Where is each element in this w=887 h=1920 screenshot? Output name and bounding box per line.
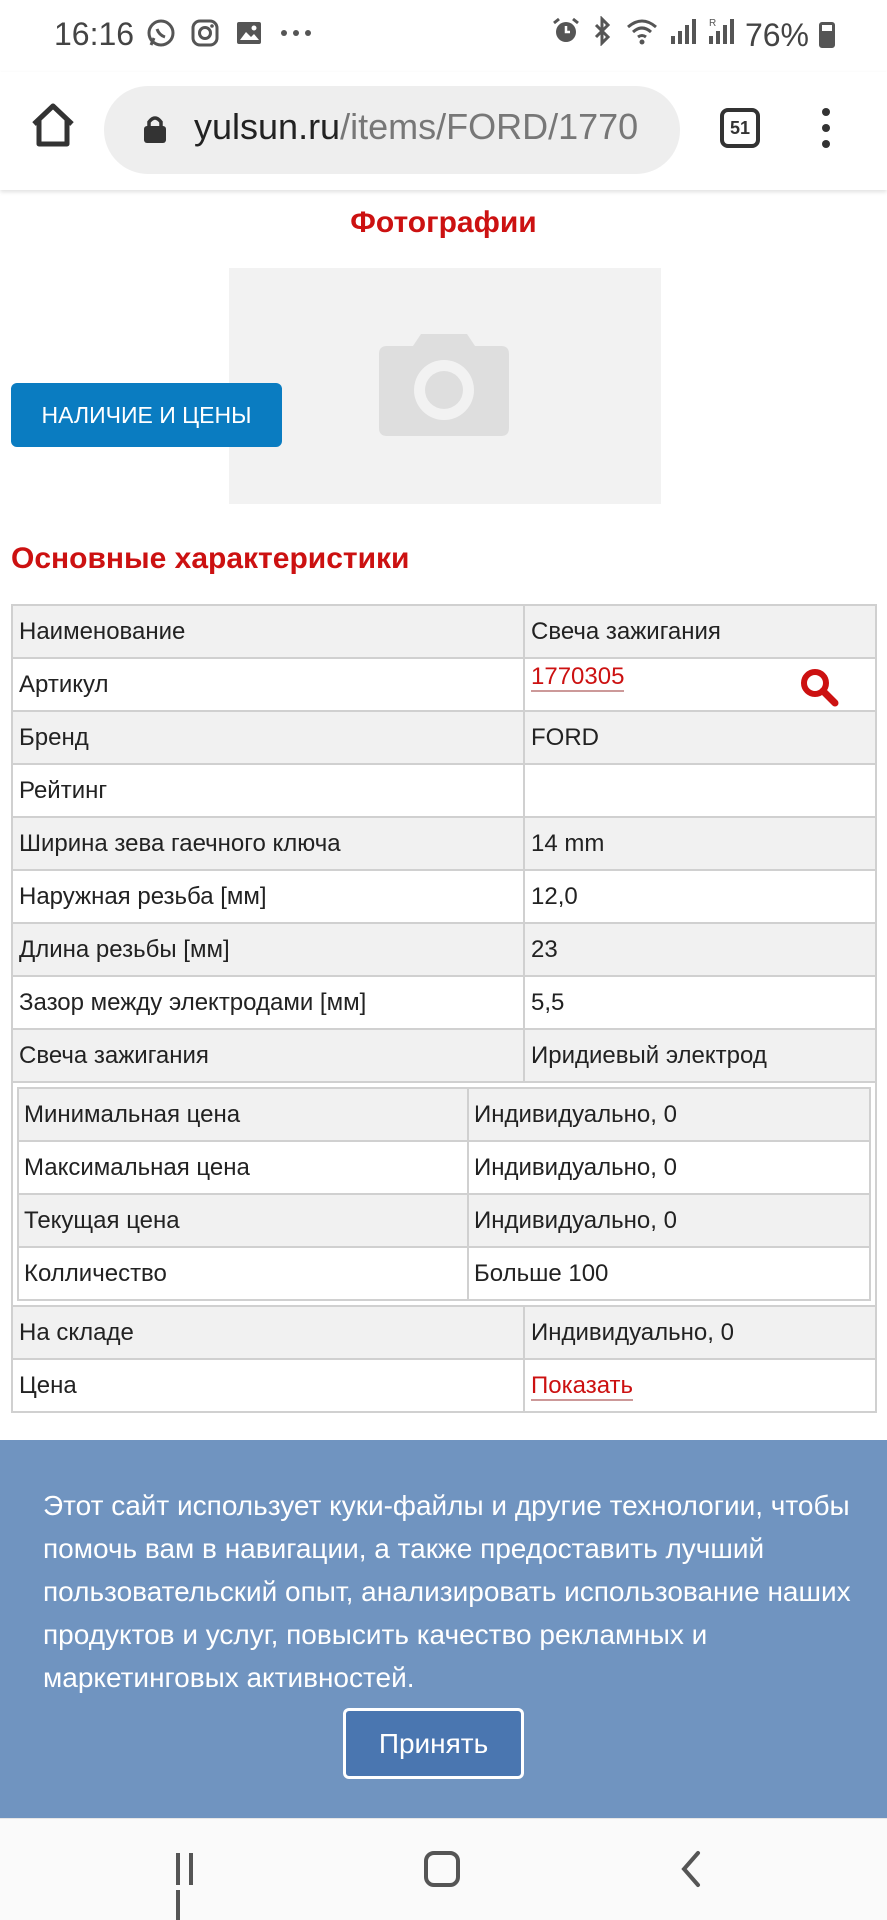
row-label: На складе (12, 1306, 524, 1359)
price-cell (524, 1359, 876, 1412)
row-value: 12,0 (524, 870, 876, 923)
row-label: Колличество (18, 1247, 468, 1300)
row-value: 14 mm (524, 817, 876, 870)
row-label: Зазор между электродами [мм] (12, 976, 524, 1029)
status-right-group (551, 16, 835, 54)
url-text (194, 106, 638, 148)
row-value: FORD (524, 711, 876, 764)
bluetooth-icon (591, 16, 615, 54)
row-label: Артикул (12, 658, 524, 711)
row-label: Максимальная цена (18, 1141, 468, 1194)
row-label: Свеча зажигания (12, 1029, 524, 1082)
row-label: Рейтинг (12, 764, 524, 817)
svg-text:R: R (708, 18, 717, 29)
address-bar[interactable] (104, 86, 680, 174)
back-icon (676, 1849, 706, 1889)
row-value: Индивидуально, 0 (468, 1088, 870, 1141)
row-label: Бренд (12, 711, 524, 764)
table-row (12, 817, 876, 870)
article-link[interactable]: 1770305 (531, 662, 625, 690)
row-label: Цена (12, 1359, 524, 1412)
battery-percent: 76% (744, 16, 809, 53)
accept-cookies-button[interactable]: Принять (343, 1708, 524, 1779)
table-row (18, 1194, 870, 1247)
browser-toolbar (0, 72, 887, 190)
tabs-button[interactable]: 51 (720, 108, 760, 148)
lock-icon (142, 114, 168, 144)
row-value: Индивидуально, 0 (468, 1141, 870, 1194)
photo-placeholder[interactable] (229, 268, 661, 504)
row-label: Длина резьбы [мм] (12, 923, 524, 976)
table-row (12, 870, 876, 923)
price-table-cell (12, 1082, 876, 1306)
gallery-icon (234, 18, 264, 53)
show-price-link[interactable]: Показать (531, 1371, 634, 1399)
article-cell (524, 658, 876, 711)
table-row (12, 658, 876, 711)
whatsapp-icon (146, 18, 176, 53)
table-row (12, 764, 876, 817)
notification-icons (146, 18, 314, 53)
row-value: 5,5 (524, 976, 876, 1029)
cookie-text: Этот сайт использует куки-файлы и другие технологии, чтобы помочь вам в навигации, а также предоставить лучший пользовательский опыт, анализировать использование наших продуктов и услуг, повысить качество рекламных и маркетинговых активностей. (43, 1490, 851, 1693)
row-value: Свеча зажигания (524, 605, 876, 658)
table-row (18, 1247, 870, 1300)
table-row (12, 1029, 876, 1082)
browser-menu-button[interactable] (818, 108, 834, 152)
row-value: Индивидуально, 0 (468, 1194, 870, 1247)
price-table (17, 1087, 871, 1301)
table-row (18, 1141, 870, 1194)
home-button[interactable] (26, 98, 80, 152)
table-row (12, 711, 876, 764)
table-row (12, 923, 876, 976)
table-row (18, 1088, 870, 1141)
table-row (12, 1359, 876, 1412)
signal-r-icon (707, 16, 735, 54)
status-time: 16:16 (54, 16, 135, 52)
back-button[interactable] (676, 1849, 706, 1889)
row-label: Ширина зева гаечного ключа (12, 817, 524, 870)
status-bar (0, 0, 887, 72)
system-nav-bar (0, 1818, 887, 1920)
row-value: Иридиевый электрод (524, 1029, 876, 1082)
recent-apps-button[interactable] (176, 1853, 210, 1885)
instagram-icon (190, 18, 220, 53)
row-label: Текущая цена (18, 1194, 468, 1247)
url-host: yulsun.ru (194, 106, 341, 147)
camera-icon (377, 328, 511, 438)
more-dots-icon (278, 18, 314, 53)
cookie-banner (0, 1440, 887, 1818)
row-label: Наружная резьба [мм] (12, 870, 524, 923)
signal-icon (669, 16, 697, 54)
search-icon[interactable] (799, 667, 839, 707)
table-row (12, 976, 876, 1029)
battery-icon (819, 22, 835, 48)
wifi-icon (625, 16, 659, 54)
home-icon (26, 98, 80, 152)
row-label: Минимальная цена (18, 1088, 468, 1141)
table-row (12, 605, 876, 658)
row-value: Больше 100 (468, 1247, 870, 1300)
row-value: Индивидуально, 0 (524, 1306, 876, 1359)
row-value: 23 (524, 923, 876, 976)
row-value (524, 764, 876, 817)
photos-heading: Фотографии (350, 206, 537, 239)
specs-heading: Основные характеристики (11, 542, 410, 575)
nav-home-button[interactable] (424, 1851, 460, 1887)
alarm-icon (551, 16, 581, 54)
table-row (12, 1306, 876, 1359)
url-path: /items/FORD/1770 (340, 106, 639, 147)
availability-prices-button[interactable]: НАЛИЧИЕ И ЦЕНЫ (11, 383, 282, 447)
row-label: Наименование (12, 605, 524, 658)
specs-table (11, 604, 877, 1413)
table-row (12, 1082, 876, 1306)
